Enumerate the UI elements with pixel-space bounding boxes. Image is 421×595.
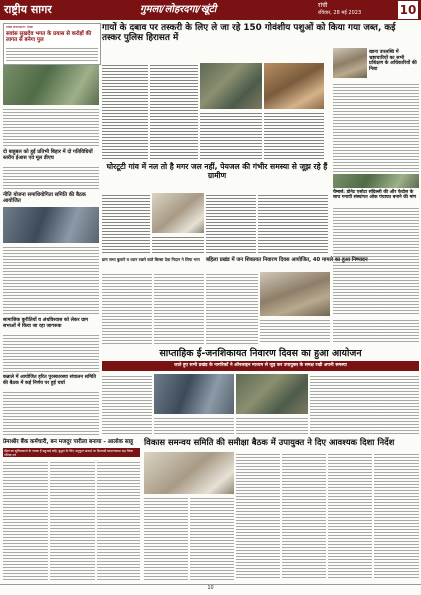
- lead-body-col2: [150, 63, 198, 161]
- bottom-right-headline: विकास समन्वय समिति की समीक्षा बैठक में उपायुक्त ने दिए आवश्यक दिशा निर्देश: [144, 437, 395, 447]
- weekly-subline: जाते हुए सभी प्रखंड के नागरिकों ने ऑनलाइन माध्यम से जुड़ कर उपायुक्त के समक्ष रखी अपनी समस्या: [174, 363, 347, 368]
- second-photo: [152, 193, 204, 233]
- right-brief-headline: खाना उपलब्धि में भ्रष्टाचारियों का सभी प्रशिक्षण के अधिकारियों की निशा: [369, 50, 417, 72]
- second-body-col4: [258, 193, 328, 255]
- left-top-body: [3, 107, 99, 147]
- bottom-left-body-2: [50, 460, 95, 580]
- banner-body-1: [206, 272, 258, 344]
- edition-city: रांची: [318, 2, 328, 9]
- folio: 10: [207, 585, 214, 591]
- left-top-box: [3, 23, 101, 65]
- weekly-photo-2: [236, 374, 308, 414]
- left-mid2-photo: [3, 207, 99, 243]
- second-body-col1: [102, 193, 150, 255]
- edition-date: रविवार, 28 मई 2023: [318, 10, 362, 16]
- bottom-left-body-1: [3, 460, 48, 580]
- mid-small-headline: ग्राम सभा बुलाने व ध्यान रखने वाले बिरसा देवा निदान ने लिया भाग: [102, 257, 200, 262]
- left-bottom-body: [3, 390, 99, 436]
- right-brief-portrait: [333, 48, 367, 78]
- weekly-body-2: [154, 416, 234, 436]
- left-mid-headline: दो बाहुबल को हुई प्रतिभी बिहार में दो गतिविधियों स्तरीय ईआस एवं मूल डीएच: [3, 149, 93, 161]
- weekly-body-1: [102, 374, 152, 436]
- right-mid-headline: चैम्बर्स: डोनेट एसोटा संदिल्ली की और फेदोस के साथ गनायी संस्थांगत ओक पंचायत बनाने की मांग: [333, 190, 417, 201]
- weekly-headline: साप्ताहिक ई-जनशिकायत निवारण दिवस का हुआ आयोजन: [159, 348, 362, 359]
- left-bottom-headline: कन्नाले में आयोजित हरित पुरस्कारस्था संचालन समिति की बैठक में कई निर्णय पर हुई चर्चा: [3, 375, 97, 386]
- left-lower-headline: सामाजिक कुरीतियों व अंधविश्वास को लेकर ग्राम सभाओं में किया जा रहा जागरूक: [3, 318, 89, 329]
- left-top-headline: सवांस सुखदेव भगत के प्रयास से करोड़ों की लागत से बनेगा पुल: [6, 31, 92, 44]
- bottom-right-body-4: [282, 452, 326, 580]
- banner-photo: [260, 272, 330, 316]
- bottom-left-body-3: [97, 460, 140, 580]
- bottom-right-photo: [144, 452, 234, 494]
- second-body-col2: [152, 235, 204, 255]
- weekly-photo-1: [154, 374, 234, 414]
- bottom-right-body-1: [144, 496, 188, 580]
- bottom-right-body-6: [374, 452, 419, 580]
- banner-body-2: [260, 318, 330, 344]
- lead-body-col4: [264, 111, 324, 161]
- second-body-col3: [206, 193, 256, 255]
- left-mid-body: [3, 165, 99, 191]
- left-mid2-body: [3, 245, 99, 315]
- bottom-left-deck: दीक्षा का सुविधाकर्ता के नायक हैं बहुआई सोई, बुद्धत के लिए अनुकूल ऊंचाई पर दिनवादी सामान्यसभा सह जिला परिषद एवं: [4, 448, 134, 457]
- lead-photo-1: [200, 63, 262, 109]
- mid-small-body-2: [154, 272, 204, 344]
- left-top-photo: [3, 65, 99, 105]
- left-lower-body: [3, 333, 99, 373]
- mid-small-body-1: [102, 272, 152, 344]
- bottom-right-body-5: [328, 452, 372, 580]
- masthead-brand: राष्ट्रीय सागर: [4, 3, 52, 16]
- bottom-right-body-3: [236, 452, 280, 580]
- bottom-right-body-2: [190, 496, 234, 580]
- banner-body-3: [333, 318, 419, 344]
- lead-body-col3: [200, 111, 262, 161]
- bottom-left-headline: प्रेमाश्रीर बैंक कर्मचारी, बन मजदूर पारीला बनाया - आलोक साहू: [3, 439, 134, 445]
- left-top-tag: प्रखंड संवाददाता: चंदवा: [6, 25, 34, 29]
- right-brief-body: [333, 82, 419, 172]
- page-number: 10: [399, 3, 417, 17]
- weekly-body-4: [310, 374, 419, 436]
- weekly-body-3: [236, 416, 308, 436]
- right-mid-photo: [333, 174, 419, 188]
- banner-headline: बहिला प्रखंड में जन शिकायत निवारण दिवस आयोजित, 40 मामले का हुआ निष्पादन: [206, 257, 368, 263]
- lead-headline: गायों के दबाव पर तस्करी के लिए ले जा रहे 150 गोवंशीय पशुओं को किया गया जब्त, कई तस्कर पुलिस हिरासत में: [102, 23, 396, 44]
- left-mid2-headline: नीति योजना समाधियोगिता समिति की बैठक आयोजित: [3, 192, 86, 204]
- lead-photo-2: [264, 63, 324, 109]
- second-headline: घोरटूटी गांव में नल तो है मगर जल नहीं, पेयजल की गंभीर समस्या से जूझ रहे हैं ग्रामीण: [106, 162, 328, 180]
- section-title: गुमला/लोहरदगा/खूंटी: [140, 4, 217, 15]
- lead-body-col1: [102, 63, 148, 161]
